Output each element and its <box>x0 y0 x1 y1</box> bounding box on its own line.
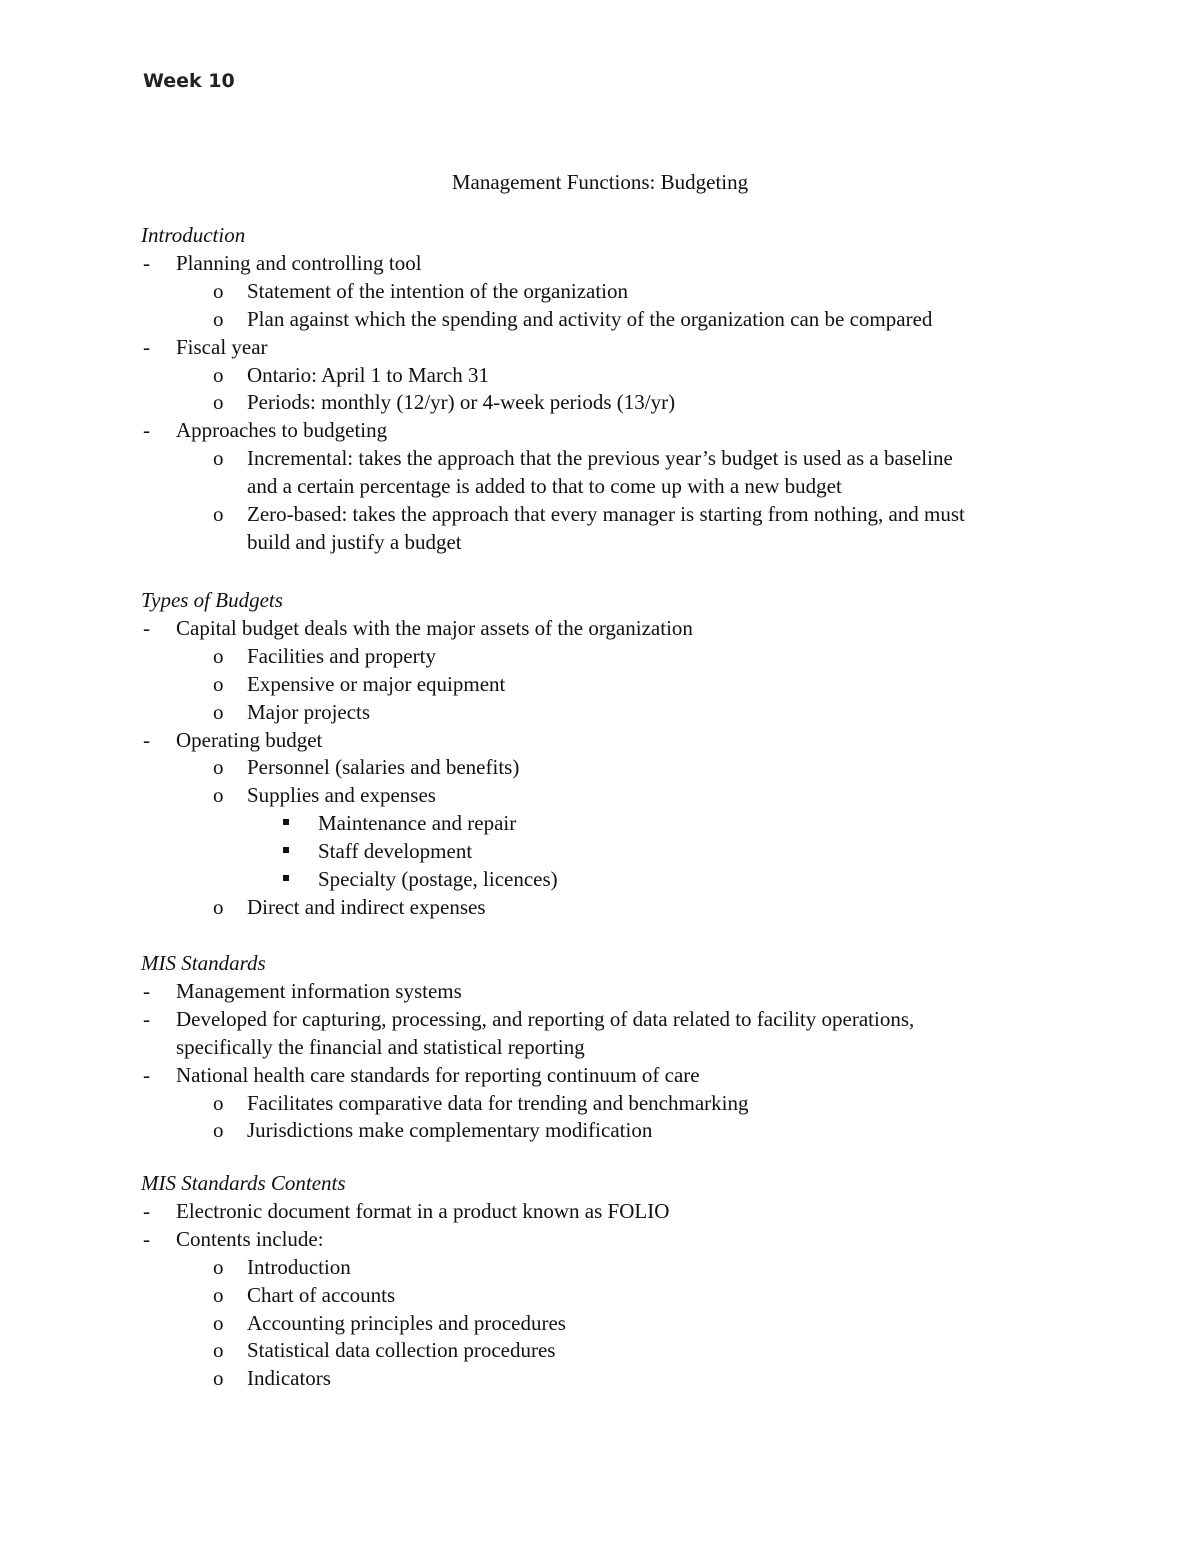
circle-bullet-icon: o <box>213 755 224 780</box>
bullet-text: Supplies and expenses <box>247 783 436 808</box>
bullet-text: Contents include: <box>176 1226 324 1251</box>
square-bullet-icon <box>283 819 289 825</box>
bullet-text: Fiscal year <box>176 334 268 359</box>
circle-bullet-icon: o <box>213 306 224 331</box>
circle-bullet-icon: o <box>213 894 224 919</box>
dash-bullet-icon: - <box>143 418 150 443</box>
bullet-text: National health care standards for reporting continuum of care <box>176 1062 700 1087</box>
bullet-text: Statement of the intention of the organization <box>247 278 629 303</box>
bullet-text: Personnel (salaries and benefits) <box>247 755 520 780</box>
bullet-text: Ontario: April 1 to March 31 <box>247 362 490 387</box>
bullet-text: Indicators <box>247 1366 331 1391</box>
bullet-text: Statistical data collection procedures <box>247 1338 556 1363</box>
circle-bullet-icon: o <box>213 1338 224 1363</box>
dash-bullet-icon: - <box>143 1226 150 1251</box>
dash-bullet-icon: - <box>143 1198 150 1223</box>
bullet-text: Plan against which the spending and activity of the organization can be compared <box>247 306 933 331</box>
circle-bullet-icon: o <box>213 278 224 303</box>
bullet-text: Facilities and property <box>247 643 436 668</box>
dash-bullet-icon: - <box>143 727 150 752</box>
bullet-text: Introduction <box>247 1254 351 1279</box>
bullet-text: specifically the financial and statistical reporting <box>176 1034 585 1059</box>
circle-bullet-icon: o <box>213 671 224 696</box>
bullet-text: Operating budget <box>176 727 323 752</box>
bullet-text: Expensive or major equipment <box>247 671 506 696</box>
square-bullet-icon <box>283 847 289 853</box>
bullet-text: Specialty (postage, licences) <box>318 867 558 891</box>
circle-bullet-icon: o <box>213 1310 224 1335</box>
bullet-text: Chart of accounts <box>247 1282 396 1307</box>
section-heading: MIS Standards <box>141 951 266 975</box>
page-header: Week 10 <box>143 70 235 92</box>
section-heading: Types of Budgets <box>141 588 283 612</box>
circle-bullet-icon: o <box>213 1118 224 1143</box>
circle-bullet-icon: o <box>213 502 224 526</box>
bullet-text: Facilitates comparative data for trending and benchmarking <box>247 1090 749 1115</box>
bullet-text: Management information systems <box>176 978 462 1003</box>
bullet-text: Planning and controlling tool <box>176 250 422 275</box>
circle-bullet-icon: o <box>213 1366 224 1391</box>
bullet-text: Electronic document format in a product known as FOLIO <box>176 1198 670 1223</box>
dash-bullet-icon: - <box>143 250 150 275</box>
bullet-text: build and justify a budget <box>247 529 462 554</box>
circle-bullet-icon: o <box>213 783 224 808</box>
bullet-text: and a certain percentage is added to that to come up with a new budget <box>247 474 842 499</box>
document-title: Management Functions: Budgeting <box>451 170 749 194</box>
section-heading: Introduction <box>141 223 246 247</box>
dash-bullet-icon: - <box>143 978 150 1003</box>
circle-bullet-icon: o <box>213 1282 224 1307</box>
bullet-text: Direct and indirect expenses <box>247 894 486 919</box>
bullet-text: Jurisdictions make complementary modification <box>247 1118 653 1143</box>
circle-bullet-icon: o <box>213 390 224 415</box>
bullet-text: Major projects <box>247 699 371 724</box>
bullet-text: Staff development <box>318 839 473 864</box>
dash-bullet-icon: - <box>143 1006 150 1031</box>
circle-bullet-icon: o <box>213 446 224 471</box>
circle-bullet-icon: o <box>213 1090 224 1115</box>
bullet-text: Zero-based: takes the approach that every manager is starting from nothing, and must <box>247 502 965 526</box>
circle-bullet-icon: o <box>213 699 224 724</box>
circle-bullet-icon: o <box>213 362 224 387</box>
dash-bullet-icon: - <box>143 615 150 640</box>
bullet-text: Incremental: takes the approach that the previous year’s budget is used as a baseline <box>247 446 953 471</box>
bullet-text: Accounting principles and procedures <box>247 1310 566 1335</box>
bullet-text: Approaches to budgeting <box>176 418 388 443</box>
dash-bullet-icon: - <box>143 1062 150 1087</box>
dash-bullet-icon: - <box>143 334 150 359</box>
bullet-text: Maintenance and repair <box>318 811 517 836</box>
circle-bullet-icon: o <box>213 1254 224 1279</box>
bullet-text: Periods: monthly (12/yr) or 4-week periods (13/yr) <box>247 390 676 415</box>
section-heading: MIS Standards Contents <box>141 1171 346 1195</box>
square-bullet-icon <box>283 875 289 881</box>
bullet-text: Developed for capturing, processing, and reporting of data related to facility operations, <box>176 1006 915 1031</box>
circle-bullet-icon: o <box>213 643 224 668</box>
bullet-text: Capital budget deals with the major assets of the organization <box>176 615 693 640</box>
